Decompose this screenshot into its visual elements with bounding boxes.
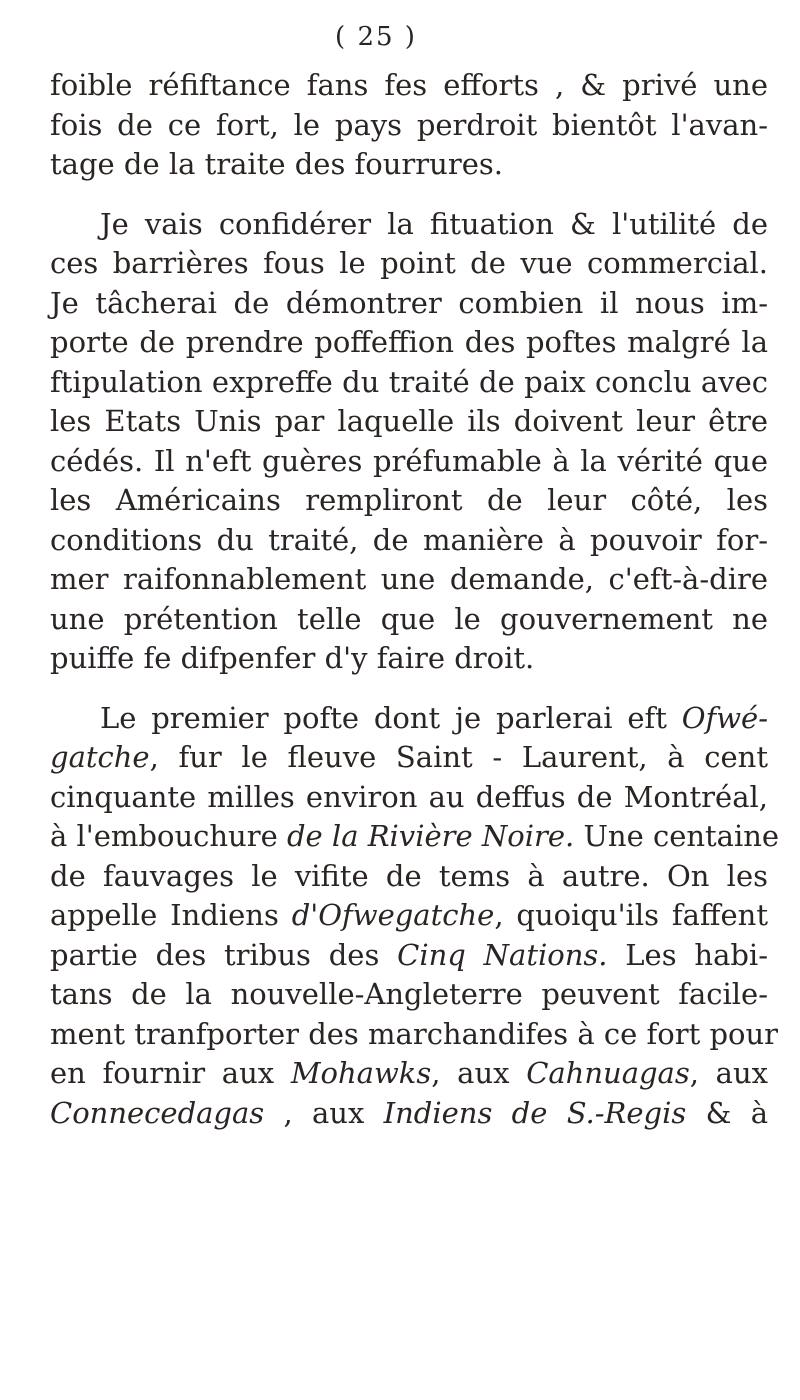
- text-run: Le premier pofte dont je parlerai eft: [100, 700, 682, 735]
- text-line: les Etats Unis par laquelle ils doivent leur être: [50, 404, 768, 438]
- text-line: tage de la traite des fourrures.: [50, 147, 503, 181]
- text-run: , fur le fleuve Saint - Laurent, à cent: [149, 740, 768, 774]
- text-run: à l'embouchure: [50, 819, 287, 853]
- text-run: appelle Indiens: [50, 898, 292, 932]
- italic-tribe-name: Cinq Nations.: [397, 937, 608, 972]
- italic-tribe-name: Indiens de S.-Regis: [383, 1095, 687, 1130]
- italic-tribe-name: Cahnuagas: [526, 1056, 690, 1090]
- text-line: Je vais confidérer la fituation & l'utilité de: [100, 206, 768, 241]
- text-line: les Américains rempliront de leur côté, les: [50, 483, 768, 517]
- text-run: partie des tribus des: [50, 937, 398, 972]
- italic-place-name: gatche: [50, 740, 150, 774]
- text-line: porte de prendre poffeffion des poftes malgré la: [50, 325, 768, 359]
- italic-tribe-name: Mohawks: [290, 1056, 432, 1090]
- text-run: , quoiqu'ils faffent: [494, 898, 768, 932]
- text-run: , aux: [264, 1095, 384, 1130]
- text-line: mer raifonnablement une demande, c'eft-à-dire: [50, 562, 768, 596]
- text-line: de fauvages le vifite de tems à autre. On les: [50, 858, 768, 893]
- text-line: une prétention telle que le gouvernement ne: [50, 601, 768, 636]
- page-body: [50, 66, 780, 1133]
- page-number: ( 25 ): [335, 22, 417, 52]
- text-line: [50, 699, 768, 739]
- text-run: Une centaine: [574, 819, 780, 853]
- text-run: , aux: [431, 1056, 527, 1090]
- text-line: ftipulation expreffe du traité de paix conclu avec: [50, 364, 768, 399]
- text-line: foible réfiftance fans fes efforts , & privé une: [50, 68, 768, 102]
- text-line: conditions du traité, de manière à pouvoir for-: [50, 522, 768, 557]
- paragraph-1: [50, 66, 768, 185]
- text-line: cinquante milles environ au deffus de Montréal,: [50, 779, 768, 814]
- text-run: , aux: [689, 1056, 768, 1090]
- text-run: Les habi-: [607, 937, 769, 972]
- italic-tribe-name: d'Ofwegatche: [291, 898, 495, 932]
- text-line: ment tranfporter des marchandifes à ce fort pour: [50, 1016, 779, 1051]
- text-line: ces barrières fous le point de vue commercial.: [50, 246, 768, 280]
- text-line: [50, 1054, 768, 1094]
- text-line: cédés. Il n'eft guères préfumable à la vérité que: [50, 443, 768, 478]
- text-line: [50, 1094, 768, 1134]
- text-run: & à: [686, 1095, 768, 1130]
- text-line: Je tâcherai de démontrer combien il nous im-: [50, 285, 768, 320]
- text-line: tans de la nouvelle-Angleterre peuvent facile-: [50, 977, 768, 1011]
- text-line: [50, 936, 768, 976]
- text-line: [50, 738, 768, 778]
- italic-place-name: Ofwé-: [681, 700, 768, 735]
- text-run: en fournir aux: [50, 1056, 291, 1090]
- text-line: puiffe fe difpenfer d'y faire droit.: [50, 641, 535, 675]
- italic-tribe-name: Connecedagas: [50, 1095, 265, 1130]
- text-line: [50, 896, 768, 936]
- paragraph-3: [50, 699, 780, 1134]
- italic-place-name: de la Rivière Noire.: [286, 819, 575, 853]
- paragraph-2: [50, 205, 768, 679]
- text-line: fois de ce fort, le pays perdroit bientôt l'avan-: [50, 107, 768, 142]
- text-line: [50, 817, 780, 857]
